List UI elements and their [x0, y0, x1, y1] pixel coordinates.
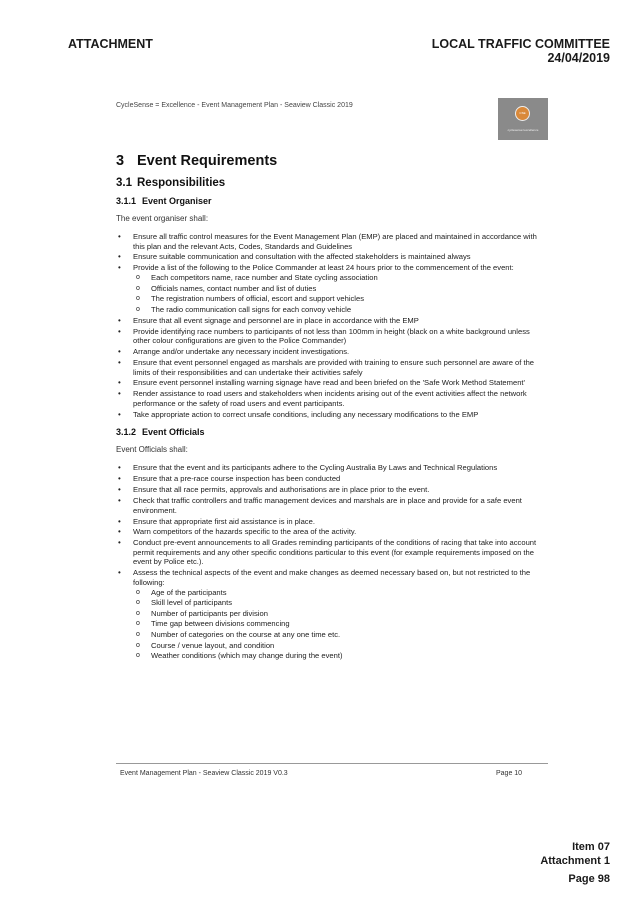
list-item: [116, 316, 548, 326]
sub-list: [133, 273, 548, 314]
organiser-heading: [116, 196, 548, 206]
footer-page-number: Page 10: [496, 770, 523, 777]
list-item: [116, 389, 548, 408]
organiser-intro: The event organiser shall:: [116, 214, 209, 223]
list-item-text: Ensure all traffic control measures for the Event Management Plan (EMP) are placed and maintained in accordance with this plan and the relevant Acts, Codes, Standards and Guidelines: [133, 232, 537, 251]
sub-list-item: o Number of participants per division: [133, 609, 548, 619]
sub-list-item: o Number of categories on the course at any one time etc.: [133, 630, 548, 640]
header-committee: [432, 37, 610, 65]
list-item-text: Ensure that event personnel engaged as marshals are provided with training to ensure such personnel are aware of the limits of their responsibilities and can undertake their activities safely: [133, 357, 535, 377]
attachment-number: Attachment 1: [540, 855, 610, 867]
list-item: [116, 474, 548, 484]
organiser-list: [116, 232, 548, 419]
document-content: [116, 153, 548, 669]
list-item-text: Assess the technical aspects of the event and make changes as deemed necessary based on, but not restricted to the following:: [133, 568, 531, 587]
logo-text: CSE: [519, 111, 526, 115]
subsection-heading: [116, 177, 548, 189]
officials-number: 3.1.2: [116, 427, 137, 438]
list-item: [116, 463, 548, 473]
list-item-text: Conduct pre-event announcements to all Grades reminding participants of the conditions of racing that take into account permit requirements and any other specific conditions particular to this event (for example requirements imposed on the event by Police etc.).: [133, 538, 537, 567]
running-title: CycleSense = Excellence - Event Management Plan - Seaview Classic 2019: [116, 102, 353, 109]
sub-list-item: o Age of the participants: [133, 588, 548, 598]
sub-list-item: o Course / venue layout, and condition: [133, 641, 548, 651]
officials-list: [116, 463, 548, 660]
section-number: 3: [116, 153, 125, 169]
section-heading: [116, 153, 548, 169]
officials-intro: Event Officials shall:: [116, 445, 188, 455]
list-item-text: Ensure that a pre-race course inspection has been conducted: [133, 474, 341, 484]
list-item: [116, 378, 548, 388]
sub-list-item: o Time gap between divisions commencing: [133, 619, 548, 629]
list-item-text: Warn competitors of the hazards specific to the area of the activity.: [133, 527, 357, 537]
list-item: [116, 568, 548, 660]
footer-divider: [116, 763, 548, 764]
list-item: [116, 263, 548, 314]
list-item-text: Render assistance to road users and stakeholders when incidents arising out of the event activities affect the network performance or the safety of road users and event participants.: [133, 389, 527, 408]
sub-list-item: o Each competitors name, race number and State cycling association: [133, 273, 548, 283]
list-item-text: Ensure that appropriate first aid assistance is in place.: [133, 516, 315, 526]
sub-list-item: o The registration numbers of official, escort and support vehicles: [133, 294, 548, 304]
list-item: [116, 410, 548, 420]
page-number: Page 98: [568, 873, 610, 885]
organiser-number: 3.1.1: [116, 196, 137, 206]
list-item: [116, 232, 548, 251]
list-item-text: Provide a list of the following to the Police Commander at least 24 hours prior to the commencement of the event:: [133, 263, 514, 273]
sub-list-item: o The radio communication call signs for each convoy vehicle: [133, 305, 548, 315]
list-item-text: Ensure that all race permits, approvals and authorisations are in place prior to the event.: [133, 485, 430, 495]
officials-title: Event Officials: [142, 427, 205, 438]
footer-doc-title: Event Management Plan - Seaview Classic 2019 V0.3: [120, 770, 288, 777]
sub-list-item: o Officials names, contact number and list of duties: [133, 284, 548, 294]
list-item: [116, 327, 548, 346]
item-number: Item 07: [572, 841, 610, 853]
list-item-text: Ensure suitable communication and consultation with the affected stakeholders is maintained always: [133, 252, 471, 262]
list-item-text: Arrange and/or undertake any necessary incident investigations.: [133, 347, 350, 357]
header-committee-name: LOCAL TRAFFIC COMMITTEE: [431, 37, 610, 51]
list-item-text: Ensure that all event signage and personnel are in place in accordance with the EMP: [133, 315, 419, 325]
list-item: [116, 517, 548, 527]
list-item-text: Provide identifying race numbers to participants of not less than 100mm in height (black on a white background unless other colour configurations are given to the Police Commander): [133, 326, 530, 346]
organiser-title: Event Organiser: [142, 196, 212, 206]
list-item: [116, 358, 548, 377]
sub-list: [133, 588, 548, 661]
cyclesense-logo: [498, 98, 548, 140]
logo-tagline: cyclesense=excellence: [507, 128, 539, 132]
logo-emblem-icon: [515, 106, 530, 121]
list-item-text: Take appropriate action to correct unsafe conditions, including any necessary modifications to the EMP: [133, 409, 479, 419]
subsection-title: Responsibilities: [137, 177, 226, 189]
list-item-text: Check that traffic controllers and traffic management devices and marshals are in place and provide for a safe event environment.: [133, 496, 522, 515]
header-date: 24/04/2019: [547, 51, 610, 65]
subsection-number: 3.1: [116, 177, 132, 189]
item-reference: [540, 840, 610, 868]
list-item: [116, 496, 548, 515]
sub-list-item: o Weather conditions (which may change during the event): [133, 651, 548, 661]
list-item: [116, 527, 548, 537]
list-item: [116, 485, 548, 495]
list-item: [116, 538, 548, 567]
list-item: [116, 347, 548, 357]
list-item-text: Ensure event personnel installing warning signage have read and been briefed on the 'Safe Work Method Statement': [133, 378, 525, 388]
section-title: Event Requirements: [137, 153, 278, 169]
list-item: [116, 252, 548, 262]
list-item-text: Ensure that the event and its participants adhere to the Cycling Australia By Laws and Technical Regulations: [133, 463, 498, 473]
officials-heading: [116, 427, 548, 437]
sub-list-item: o Skill level of participants: [133, 598, 548, 608]
header-attachment-label: ATTACHMENT: [68, 37, 153, 51]
